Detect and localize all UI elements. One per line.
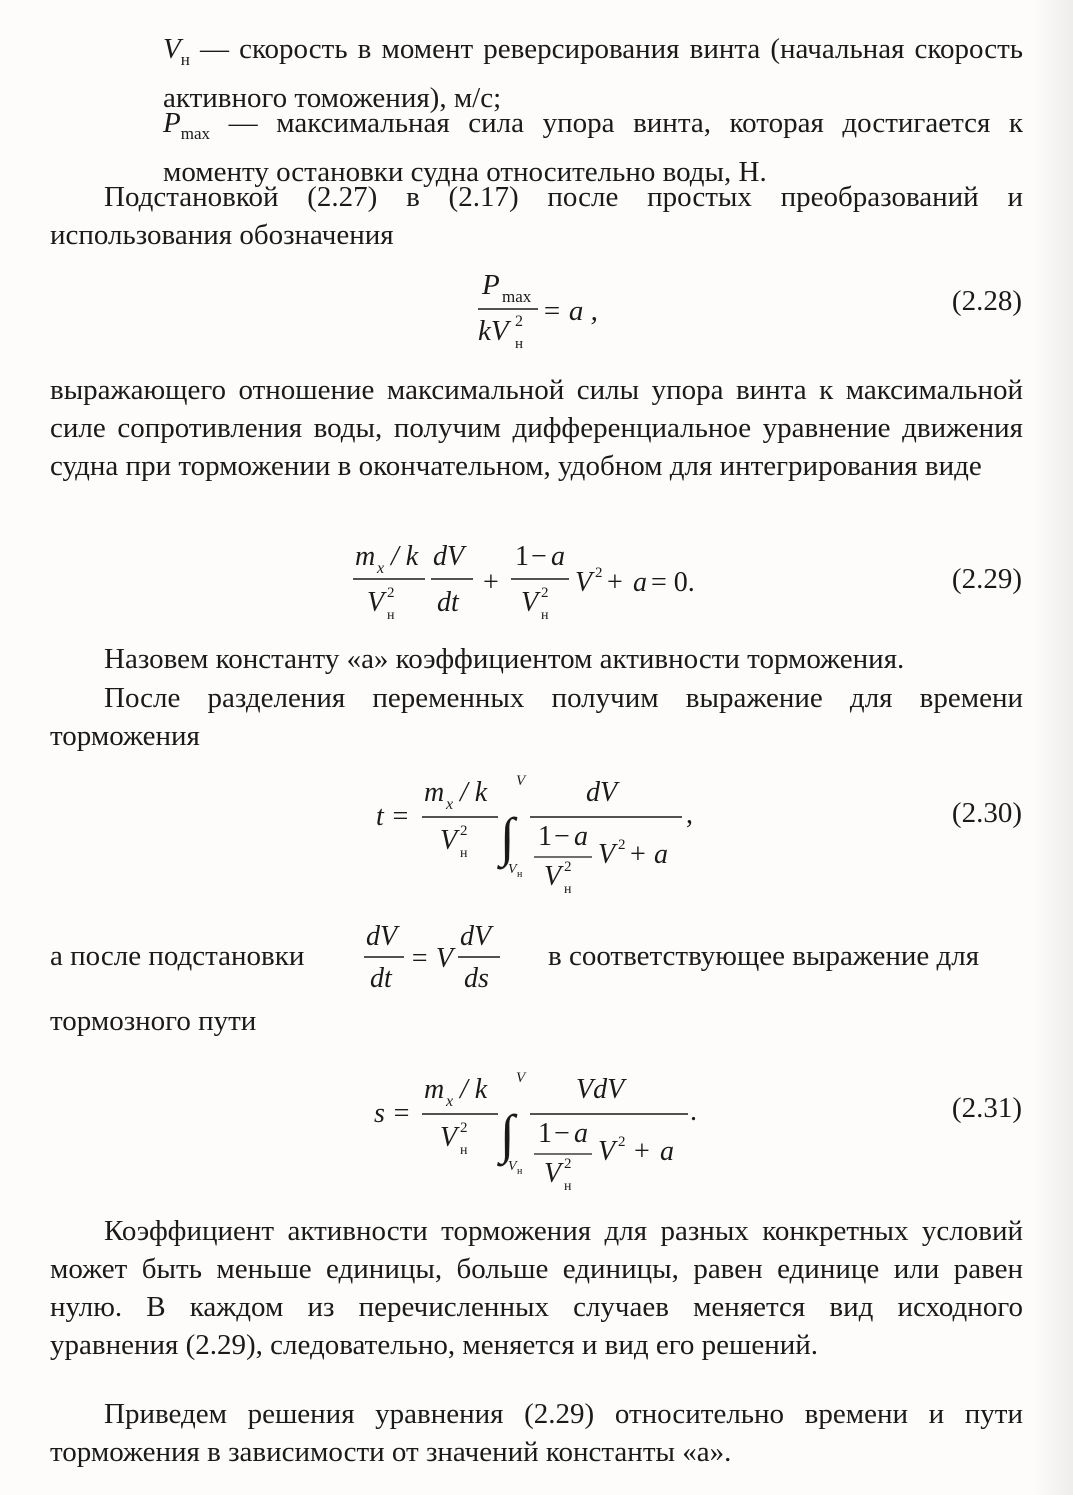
eq-term: V — [598, 1136, 616, 1167]
eq-term: dt — [370, 963, 392, 994]
definition-text: — максимальная сила упора винта, которая достигается к моменту остановки судна относительно воды, Н. — [163, 107, 1023, 188]
eq-term: a — [574, 821, 588, 852]
eq-sup: 2 — [595, 565, 603, 581]
eq-sup: 2 — [618, 837, 626, 853]
eq-sub: x — [377, 560, 385, 577]
eq-term: dV — [366, 921, 398, 952]
eq-term: 1 — [538, 821, 552, 852]
eq-punct: . — [690, 1096, 697, 1127]
eq-op: − — [554, 1118, 570, 1149]
eq-term: / k — [460, 1074, 488, 1105]
eq-term: VdV — [576, 1074, 625, 1105]
eq-upper-limit: V — [516, 773, 526, 789]
equation-2-30 — [370, 765, 710, 900]
eq-op: = V — [410, 943, 453, 974]
equation-2-28 — [470, 262, 630, 352]
eq-term: V — [598, 839, 616, 870]
eq-sub: н — [387, 608, 395, 623]
eq-term: a — [551, 541, 565, 572]
eq-op: − — [531, 541, 547, 572]
eq-term: / k — [391, 541, 419, 572]
eq-term: m — [355, 541, 376, 572]
eq-term: dV — [433, 541, 465, 572]
eq-term: dV — [586, 777, 618, 808]
eq-lhs: t = — [376, 801, 410, 832]
paragraph: Назовем константу «a» коэффициентом активности торможения. — [104, 643, 905, 675]
paragraph-inline-start: а после подстановки — [50, 940, 305, 972]
eq-punct: , — [686, 799, 693, 830]
eq-term: V — [440, 1122, 458, 1153]
eq-sub: н — [541, 608, 549, 623]
eq-sub: н — [515, 336, 524, 352]
eq-op: + — [634, 1136, 650, 1167]
eq-op: − — [554, 821, 570, 852]
eq-term: a — [633, 567, 647, 598]
eq-op: + — [630, 839, 646, 870]
eq-sup: 2 — [564, 859, 572, 875]
eq-term: V — [521, 587, 539, 618]
eq-term: a — [654, 839, 668, 870]
eq-term: 1 — [538, 1118, 552, 1149]
eq-term: ds — [464, 963, 489, 994]
paragraph: Подстановкой (2.27) в (2.17) после простых преобразований и использования обозначения — [50, 181, 1023, 251]
eq-term: a — [660, 1136, 674, 1167]
eq-term: m — [424, 777, 445, 808]
paragraph: Коэффициент активности торможения для разных конкретных условий может быть меньше единицы, больше единицы, равен единице или равен нулю. В каждом из перечисленных случаев меняется вид исходного уравнения (2.29), следовательно, меняется и вид его решений. — [50, 1215, 1023, 1361]
symbol-subscript: max — [180, 123, 210, 143]
eq-integral: ∫ — [500, 807, 515, 867]
eq-op: + — [607, 567, 623, 598]
eq-lower-limit: V — [508, 1159, 517, 1174]
eq-sup: 2 — [460, 823, 468, 839]
symbol: V — [163, 33, 181, 65]
equation-number: (2.29) — [951, 563, 1022, 595]
eq-op: + — [483, 567, 499, 598]
equation-2-29 — [345, 535, 745, 625]
eq-term: V — [367, 587, 385, 618]
eq-integral: ∫ — [500, 1104, 515, 1164]
equation-2-31 — [370, 1062, 710, 1197]
eq-numerator-sub: max — [502, 287, 532, 306]
paragraph: Приведем решения уравнения (2.29) относительно времени и пути торможения в зависимости от значений константы «a». — [50, 1398, 1023, 1468]
eq-term: 1 — [515, 541, 529, 572]
eq-sub: н — [460, 1143, 468, 1158]
eq-term: / k — [460, 777, 488, 808]
eq-sub: x — [446, 1093, 454, 1110]
eq-upper-limit: V — [516, 1070, 526, 1086]
paragraph: тормозного пути — [50, 1005, 257, 1037]
eq-term: dt — [437, 587, 459, 618]
inline-substitution — [360, 915, 510, 995]
eq-sub: н — [564, 882, 572, 897]
eq-sup: 2 — [387, 585, 395, 601]
eq-sup: 2 — [564, 1156, 572, 1172]
symbol-subscript: н — [180, 49, 190, 69]
eq-sub: н — [460, 846, 468, 861]
eq-sup: 2 — [515, 313, 523, 330]
symbol: P — [163, 107, 181, 139]
paragraph: выражающего отношение максимальной силы упора винта к максимальной силе сопротивления воды, получим дифференциальное уравнение движения судна при торможении в окончательном, удобном для интегрирования виде — [50, 374, 1023, 482]
eq-op: = 0. — [651, 567, 695, 598]
eq-sub: x — [446, 796, 454, 813]
eq-term: V — [544, 1158, 562, 1189]
eq-numerator: P — [482, 269, 500, 301]
eq-sub: н — [517, 869, 523, 880]
eq-term: a — [574, 1118, 588, 1149]
paragraph-inline-end: в соответствующее выражение для — [548, 940, 980, 972]
equation-number: (2.30) — [951, 797, 1022, 829]
eq-denominator: kV — [478, 315, 509, 347]
definition-text: — скорость в момент реверсирования винта (начальная скорость активного томожения), м/с; — [163, 33, 1024, 114]
eq-term: m — [424, 1074, 445, 1105]
eq-term: dV — [460, 921, 492, 952]
page-edge-shadow — [1033, 0, 1073, 1495]
eq-lhs: s = — [374, 1098, 411, 1129]
eq-sub: н — [517, 1166, 523, 1177]
eq-sup: 2 — [460, 1120, 468, 1136]
equation-number: (2.28) — [951, 285, 1022, 317]
eq-rhs: = a , — [542, 295, 598, 327]
eq-term: V — [544, 861, 562, 892]
eq-lower-limit: V — [508, 862, 517, 877]
eq-sub: н — [564, 1179, 572, 1194]
eq-sup: 2 — [618, 1134, 626, 1150]
eq-term: V — [440, 825, 458, 856]
paragraph: После разделения переменных получим выражение для времени торможения — [50, 682, 1023, 752]
eq-sup: 2 — [541, 585, 549, 601]
equation-number: (2.31) — [951, 1092, 1022, 1124]
eq-term: V — [575, 567, 593, 598]
